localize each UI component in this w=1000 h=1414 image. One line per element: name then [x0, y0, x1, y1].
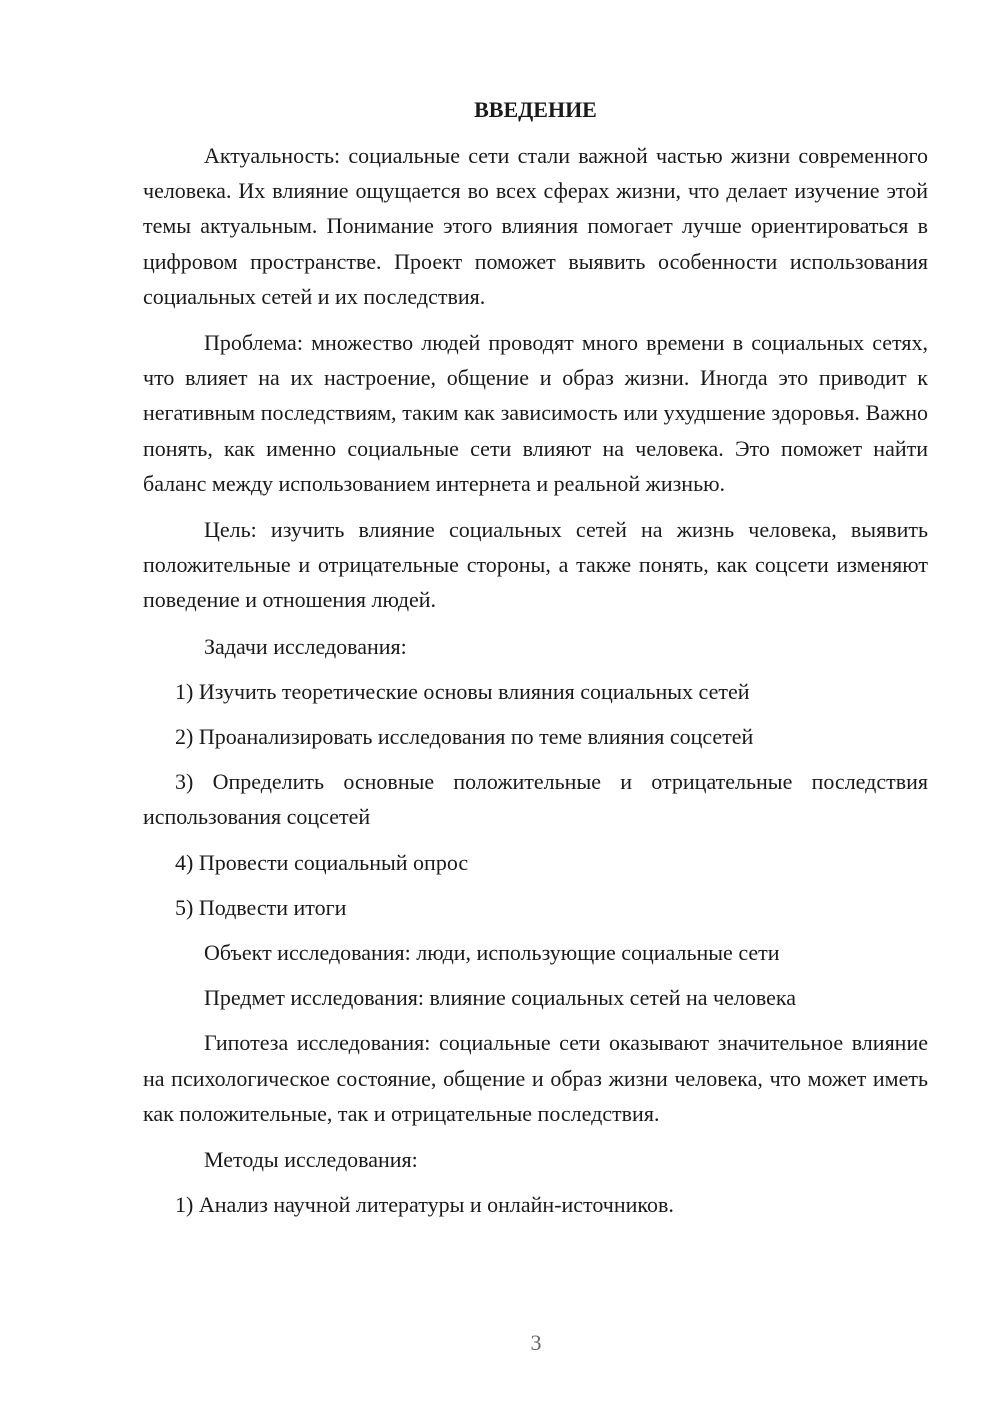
section-heading: ВВЕДЕНИЕ — [474, 97, 597, 122]
research-subject: Предмет исследования: влияние социальных сетей на человека — [204, 985, 797, 1011]
task-item-2: 2) Проанализировать исследования по теме влияния соцсетей — [175, 724, 754, 750]
task-item-3: 3) Определить основные положительные и отрицательные последствия использования соцсетей — [143, 769, 928, 830]
problem-paragraph: Проблема: множество людей проводят много времени в социальных сетях, что влияет на их настроение, общение и образ жизни. Иногда это приводит к негативным последствиям, таким как зависимость или ухудшение здоровья. Важно понять, как именно социальные сети влияют на человека. Это поможет найти баланс между использованием интернета и реальной жизнью. — [143, 330, 928, 496]
task-item-4: 4) Провести социальный опрос — [175, 849, 469, 875]
task-item-1: 1) Изучить теоретические основы влияния социальных сетей — [175, 678, 750, 704]
page-number: 3 — [530, 1330, 542, 1355]
research-object: Объект исследования: люди, использующие социальные сети — [204, 940, 780, 966]
method-item-1: 1) Анализ научной литературы и онлайн-источников. — [175, 1192, 674, 1218]
relevance-paragraph: Актуальность: социальные сети стали важной частью жизни современного человека. Их влияние ощущается во всех сферах жизни, что делает изучение этой темы актуальным. Понимание этого влияния помогает лучше ориентироваться в цифровом пространстве. Проект поможет выявить особенности использования социальных сетей и их последствия. — [143, 143, 928, 309]
task-item-5: 5) Подвести итоги — [175, 894, 347, 920]
goal-paragraph: Цель: изучить влияние социальных сетей на жизнь человека, выявить положительные и отрицательные стороны, а также понять, как соцсети изменяют поведение и отношения людей. — [143, 517, 928, 613]
hypothesis-paragraph: Гипотеза исследования: социальные сети оказывают значительное влияние на психологическое состояние, общение и образ жизни человека, что может иметь как положительные, так и отрицательные последствия. — [143, 1030, 928, 1126]
tasks-title: Задачи исследования: — [204, 633, 407, 659]
document-page — [143, 92, 928, 1232]
methods-title: Методы исследования: — [204, 1147, 418, 1173]
